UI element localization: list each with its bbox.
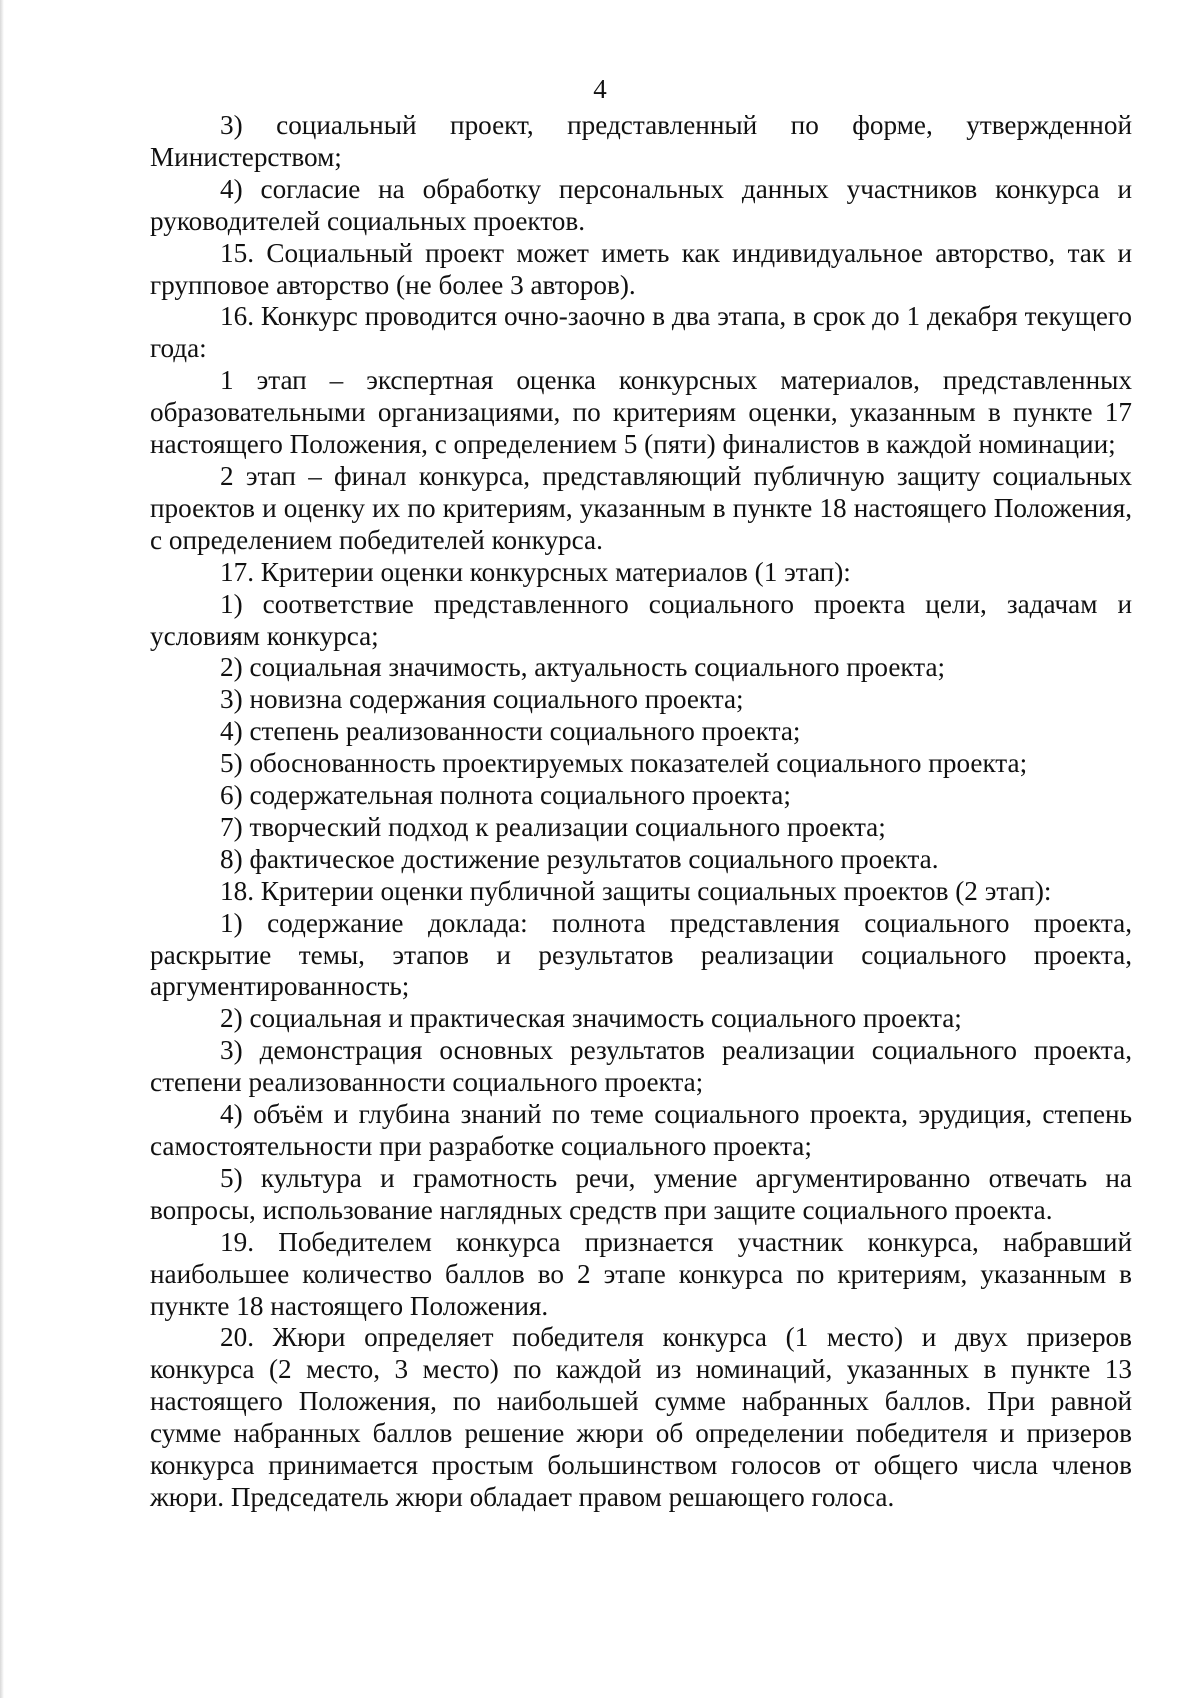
criterion-18-3: 3) демонстрация основных результатов реализации социального проекта, степени реализованности социального проекта; — [150, 1035, 1132, 1098]
criterion-17-7: 7) творческий подход к реализации социального проекта; — [220, 811, 886, 842]
paragraph-stage-1: 1 этап – экспертная оценка конкурсных материалов, представленных образовательными организациями, по критериям оценки, указанным в пункте 17 настоящего Положения, с определением 5 (пяти) финалистов в каждой номинации; — [150, 365, 1132, 460]
paragraph-18-criteria-heading: 18. Критерии оценки публичной защиты социальных проектов (2 этап): — [220, 875, 1052, 906]
paragraph-15-authorship: 15. Социальный проект может иметь как индивидуальное авторство, так и групповое авторство (не более 3 авторов). — [150, 237, 1132, 300]
criterion-17-1: 1) соответствие представленного социального проекта цели, задачам и условиям конкурса; — [150, 588, 1132, 651]
criterion-17-2: 2) социальная значимость, актуальность социального проекта; — [220, 652, 946, 683]
paragraph-17-criteria-heading: 17. Критерии оценки конкурсных материалов (1 этап): — [220, 556, 851, 587]
page-number: 4 — [593, 74, 607, 104]
paragraph-item-4-consent: 4) согласие на обработку персональных данных участников конкурса и руководителей социальных проектов. — [150, 173, 1132, 236]
paragraph-16-contest-stages: 16. Конкурс проводится очно-заочно в два этапа, в срок до 1 декабря текущего года: — [150, 301, 1132, 364]
document-body — [150, 110, 1132, 1514]
paragraph-stage-2: 2 этап – финал конкурса, представляющий публичную защиту социальных проектов и оценку их по критериям, указанным в пункте 18 настоящего Положения, с определением победителей конкурса. — [150, 460, 1132, 555]
criterion-17-6: 6) содержательная полнота социального проекта; — [220, 780, 791, 811]
criterion-17-5: 5) обоснованность проектируемых показателей социального проекта; — [220, 748, 1028, 779]
criterion-18-1: 1) содержание доклада: полнота представления социального проекта, раскрытие темы, этапов и результатов реализации социального проекта, аргументированность; — [150, 907, 1132, 1002]
paragraph-20-jury: 20. Жюри определяет победителя конкурса (1 место) и двух призеров конкурса (2 место, 3 место) по каждой из номинаций, указанных в пункте 13 настоящего Положения, по наибольшей сумме набранных баллов. При равной сумме набранных баллов решение жюри об определении победителя и призеров конкурса принимается простым большинством голосов от общего числа членов жюри. Председатель жюри обладает правом решающего голоса. — [150, 1322, 1132, 1512]
criterion-17-8: 8) фактическое достижение результатов социального проекта. — [220, 843, 939, 874]
scan-edge-shadow — [0, 0, 4, 1698]
criterion-17-4: 4) степень реализованности социального проекта; — [220, 716, 801, 747]
criterion-18-2: 2) социальная и практическая значимость социального проекта; — [220, 1003, 962, 1034]
criterion-18-4: 4) объём и глубина знаний по теме социального проекта, эрудиция, степень самостоятельности при разработке социального проекта; — [150, 1099, 1132, 1161]
paragraph-item-3-project-form: 3) социальный проект, представленный по форме, утвержденной Министерством; — [150, 110, 1132, 172]
criterion-18-5: 5) культура и грамотность речи, умение аргументированно отвечать на вопросы, использование наглядных средств при защите социального проекта. — [150, 1162, 1132, 1225]
paragraph-19-winner: 19. Победителем конкурса признается участник конкурса, набравший наибольшее количество баллов во 2 этапе конкурса по критериям, указанным в пункте 18 настоящего Положения. — [150, 1226, 1132, 1321]
criterion-17-3: 3) новизна содержания социального проекта; — [220, 684, 744, 715]
